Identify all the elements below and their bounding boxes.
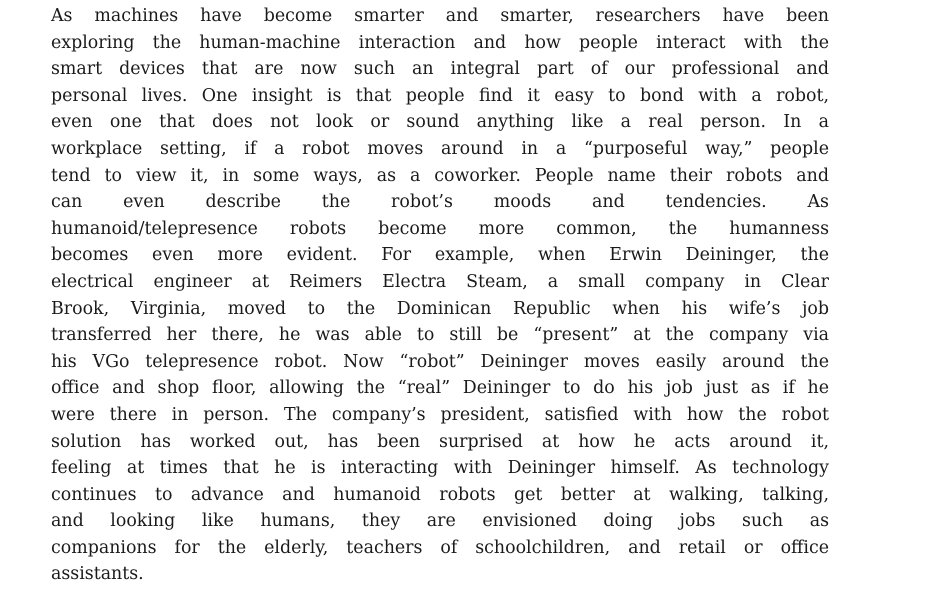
paragraph-line: and looking like humans, they are envisioned doing jobs such as — [51, 511, 829, 532]
paragraph-line: were there in person. The company’s president, satisfied with how the robot — [51, 404, 829, 425]
paragraph-line: companions for the elderly, teachers of schoolchildren, and retail or office — [51, 537, 829, 558]
paragraph-line: solution has worked out, has been surprised at how he acts around it, — [51, 431, 829, 452]
paragraph-line: exploring the human-machine interaction and how people interact with the — [51, 32, 829, 53]
paragraph-line: smart devices that are now such an integral part of our professional and — [51, 59, 829, 80]
paragraph-line: workplace setting, if a robot moves around in a “purposeful way,” people — [51, 138, 829, 159]
paragraph-line: tend to view it, in some ways, as a coworker. People name their robots and — [51, 165, 829, 186]
paragraph-line: humanoid/telepresence robots become more common, the humanness — [51, 218, 829, 239]
paragraph-line: his VGo telepresence robot. Now “robot” Deininger moves easily around the — [51, 351, 829, 372]
paragraph-line: continues to advance and humanoid robots get better at walking, talking, — [51, 484, 829, 505]
paragraph-line: becomes even more evident. For example, when Erwin Deininger, the — [51, 245, 829, 266]
paragraph-line: transferred her there, he was able to still be “present” at the company via — [51, 325, 829, 346]
paragraph-line: can even describe the robot’s moods and tendencies. As — [51, 192, 829, 213]
paragraph-line: Brook, Virginia, moved to the Dominican Republic when his wife’s job — [51, 298, 829, 319]
paragraph-line: feeling at times that he is interacting with Deininger himself. As technology — [51, 458, 829, 479]
paragraph-line: personal lives. One insight is that people find it easy to bond with a robot, — [51, 85, 829, 106]
paragraph-line: electrical engineer at Reimers Electra Steam, a small company in Clear — [51, 271, 829, 292]
paragraph-line: assistants. — [51, 564, 144, 585]
paragraph-line: As machines have become smarter and smarter, researchers have been — [51, 6, 829, 26]
paragraph-line: office and shop floor, allowing the “real” Deininger to do his job just as if he — [51, 378, 829, 399]
document-paragraph — [51, 3, 829, 588]
paragraph-line: even one that does not look or sound anything like a real person. In a — [51, 112, 829, 133]
